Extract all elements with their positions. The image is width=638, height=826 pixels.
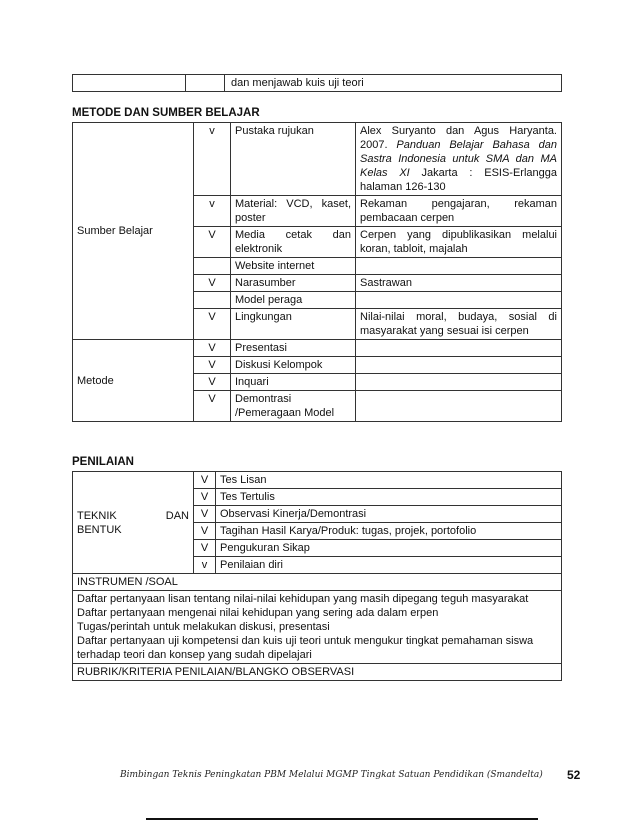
teknik-label-cell — [73, 472, 194, 574]
check-mark: V — [194, 374, 231, 391]
footer-text: Bimbingan Teknis Peningkatan PBM Melalui MGMP Tingkat Satuan Pendidikan (Smandelta) — [120, 770, 543, 780]
teknik-item: Pengukuran Sikap — [216, 540, 562, 557]
teknik-item: Tes Lisan — [216, 472, 562, 489]
check-mark: V — [194, 540, 216, 557]
continuation-table — [72, 74, 562, 92]
teknik-item: Tagihan Hasil Karya/Produk: tugas, projek, portofolio — [216, 523, 562, 540]
check-mark: V — [194, 357, 231, 374]
section-heading-metode-sumber: METODE DAN SUMBER BELAJAR — [72, 107, 260, 119]
teknik-item: Tes Tertulis — [216, 489, 562, 506]
rubrik-heading: RUBRIK/KRITERIA PENILAIAN/BLANGKO OBSERVASI — [73, 664, 562, 681]
footer-rule — [146, 818, 538, 820]
check-mark: V — [194, 472, 216, 489]
check-mark: V — [194, 489, 216, 506]
instrumen-line: Daftar pertanyaan mengenai nilai kehidupan yang sering ada dalam erpen — [77, 607, 439, 619]
sumber-item: Media cetak dan elektronik — [231, 227, 356, 258]
metode-label-cell — [73, 340, 194, 422]
teknik-item: Observasi Kinerja/Demontrasi — [216, 506, 562, 523]
check-mark: v — [194, 123, 231, 196]
sumber-desc: Sastrawan — [356, 275, 562, 292]
check-mark — [194, 292, 231, 309]
table-row — [73, 340, 562, 357]
instrumen-line: Daftar pertanyaan uji kompetensi dan kuis uji teori untuk mengukur tingkat pemahaman siswa terhadap teori dan konsep yang sudah dipelajari — [77, 635, 534, 661]
teknik-label: TEKNIK DAN BENTUK — [77, 509, 189, 536]
instrumen-heading: INSTRUMEN /SOAL — [73, 574, 562, 591]
metode-desc — [356, 357, 562, 374]
penilaian-table — [72, 471, 562, 681]
metode-desc — [356, 374, 562, 391]
instrumen-line: Daftar pertanyaan lisan tentang nilai-nilai kehidupan yang masih dipegang teguh masyarakat — [77, 593, 529, 605]
sumber-desc — [356, 292, 562, 309]
check-mark: v — [194, 557, 216, 574]
section-heading-penilaian: PENILAIAN — [72, 456, 134, 468]
metode-desc — [356, 340, 562, 357]
check-mark: V — [194, 275, 231, 292]
check-mark: V — [194, 391, 231, 422]
continuation-cell-empty-1 — [73, 75, 186, 92]
table-row — [73, 472, 562, 489]
sumber-desc — [356, 258, 562, 275]
check-mark: V — [194, 506, 216, 523]
metode-label: Metode — [77, 374, 114, 387]
check-mark: V — [194, 309, 231, 340]
sumber-label-cell — [73, 123, 194, 340]
table-row — [73, 664, 562, 681]
ref-publisher: Jakarta : ESIS-Erlangga halaman 126-130 — [360, 167, 558, 193]
page-number: 52 — [567, 768, 581, 782]
sumber-desc: Cerpen yang dipublikasikan melalui koran, tabloit, majalah — [356, 227, 562, 258]
sumber-desc: Nilai-nilai moral, budaya, sosial di masyarakat yang sesuai isi cerpen — [356, 309, 562, 340]
check-mark: V — [194, 523, 216, 540]
metode-item: Presentasi — [231, 340, 356, 357]
instrumen-content — [73, 591, 562, 664]
sumber-item: Material: VCD, kaset, poster — [231, 196, 356, 227]
metode-item: Demontrasi /Pemeragaan Model — [231, 391, 356, 422]
ref-title: Panduan Belajar Bahasa dan Sastra Indonesia untuk SMA dan MA Kelas XI — [360, 139, 557, 179]
table-row — [73, 574, 562, 591]
sumber-item: Pustaka rujukan — [231, 123, 356, 196]
check-mark — [194, 258, 231, 275]
sumber-metode-table — [72, 122, 562, 422]
check-mark: V — [194, 340, 231, 357]
check-mark: V — [194, 227, 231, 258]
instrumen-line: Tugas/perintah untuk melakukan diskusi, presentasi — [77, 621, 330, 633]
continuation-cell-empty-2 — [186, 75, 225, 92]
sumber-label: Sumber Belajar — [77, 225, 153, 237]
ref-authors: Alex Suryanto dan Agus Haryanta. 2007. — [360, 125, 557, 151]
sumber-item: Model peraga — [231, 292, 356, 309]
table-row — [73, 123, 562, 196]
table-row — [73, 591, 562, 664]
metode-desc — [356, 391, 562, 422]
sumber-desc: Rekaman pengajaran, rekaman pembacaan cerpen — [356, 196, 562, 227]
continuation-cell-text: dan menjawab kuis uji teori — [225, 75, 562, 92]
metode-item: Inquari — [231, 374, 356, 391]
sumber-item: Lingkungan — [231, 309, 356, 340]
metode-item: Diskusi Kelompok — [231, 357, 356, 374]
sumber-desc — [356, 123, 562, 196]
sumber-item: Website internet — [231, 258, 356, 275]
check-mark: v — [194, 196, 231, 227]
sumber-item: Narasumber — [231, 275, 356, 292]
teknik-item: Penilaian diri — [216, 557, 562, 574]
